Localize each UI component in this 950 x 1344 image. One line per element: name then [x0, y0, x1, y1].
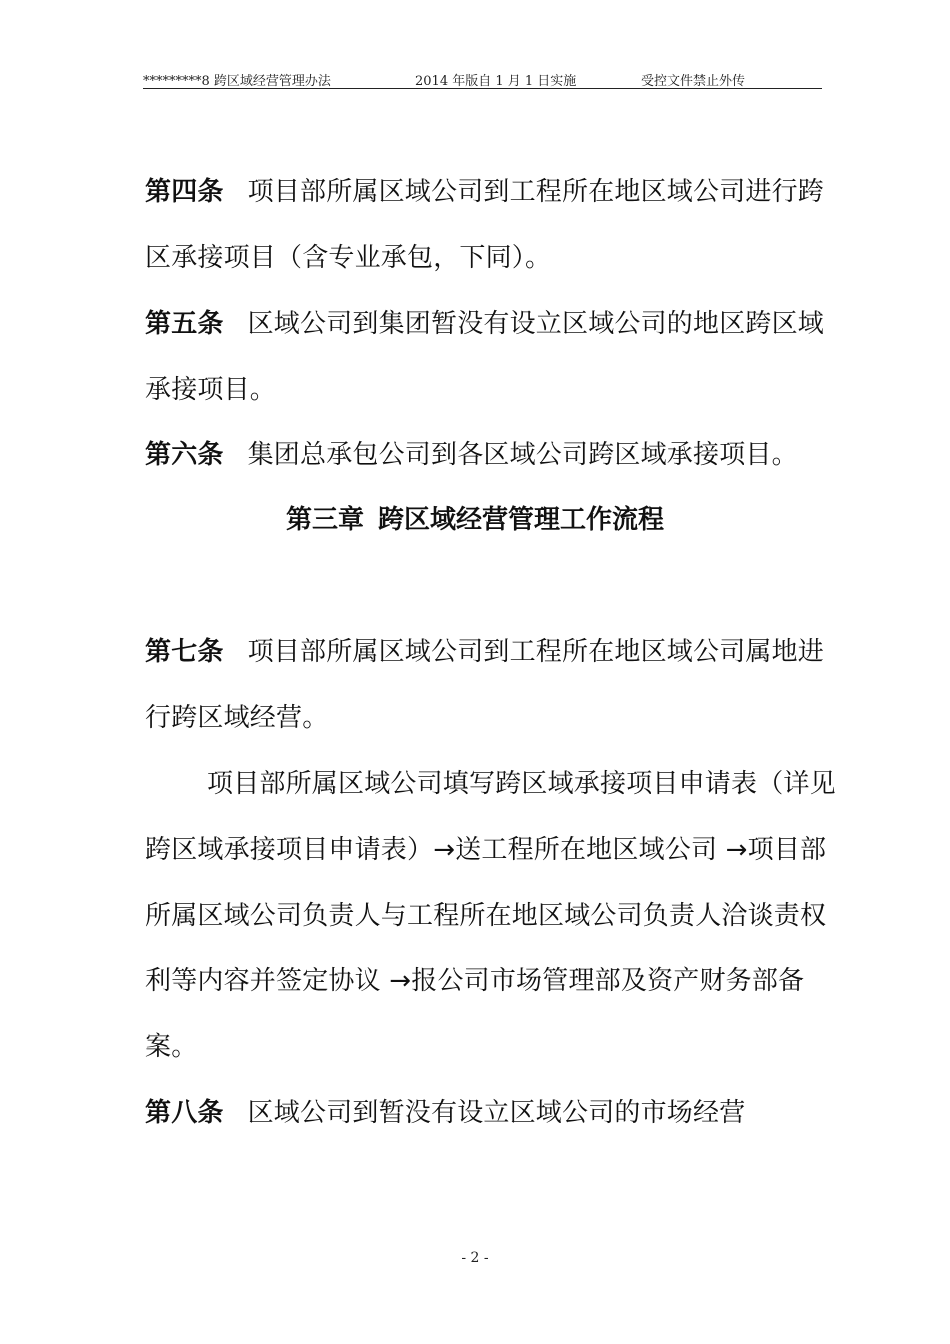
page-header [143, 70, 822, 90]
article-4-line-1 [145, 175, 824, 209]
process-line-2 [145, 833, 826, 867]
article-5-label: 第五条 [145, 309, 224, 339]
header-divider [143, 88, 822, 89]
article-6-label: 第六条 [145, 440, 224, 470]
process-text-5: 案。 [145, 1032, 198, 1062]
article-4-text-1: 项目部所属区域公司到工程所在地区域公司进行跨 [247, 177, 825, 207]
process-text-3: 所属区域公司负责人与工程所在地区域公司负责人洽谈责权 [145, 901, 827, 931]
article-7-line-2 [145, 701, 328, 735]
page-number: - 2 - [461, 1250, 489, 1266]
article-4-text-2: 区承接项目（含专业承包，下同）。 [145, 243, 552, 273]
article-7-text-2: 行跨区域经营。 [145, 703, 329, 733]
article-6-text-1: 集团总承包公司到各区域公司跨区域承接项目。 [247, 440, 798, 470]
article-8-line-1 [145, 1096, 745, 1130]
chapter-number: 第三章 [285, 505, 364, 535]
article-6-line-1 [145, 438, 798, 472]
process-line-3 [145, 899, 826, 933]
process-text-1: 项目部所属区域公司填写跨区域承接项目申请表（详见 [207, 769, 836, 799]
article-4-label: 第四条 [145, 177, 224, 207]
chapter-title: 跨区域经营管理工作流程 [378, 505, 665, 535]
article-5-text-2: 承接项目。 [145, 375, 277, 405]
article-5-line-1 [145, 307, 824, 341]
chapter-heading [0, 503, 950, 537]
process-line-5 [145, 1030, 197, 1064]
article-7-line-1 [145, 635, 824, 669]
article-5-line-2 [145, 373, 276, 407]
article-5-text-1: 区域公司到集团暂没有设立区域公司的地区跨区域 [247, 309, 825, 339]
process-line-4 [145, 964, 804, 998]
article-8-label: 第八条 [145, 1098, 224, 1128]
header-confidential-notice: 受控文件禁止外传 [641, 74, 746, 89]
header-version: 2014 年版自 1 月 1 日实施 [415, 74, 577, 89]
article-8-text-1: 区域公司到暂没有设立区域公司的市场经营 [247, 1098, 746, 1128]
process-text-4: 利等内容并签定协议 →报公司市场管理部及资产财务部备 [145, 966, 805, 996]
article-4-line-2 [145, 241, 551, 275]
article-7-text-1: 项目部所属区域公司到工程所在地区域公司属地进 [247, 637, 825, 667]
header-document-title: *********8 跨区域经营管理办法 [143, 74, 331, 89]
process-line-1 [207, 767, 836, 801]
process-text-2: 跨区域承接项目申请表）→送工程所在地区域公司 →项目部 [145, 835, 827, 865]
article-7-label: 第七条 [145, 637, 224, 667]
